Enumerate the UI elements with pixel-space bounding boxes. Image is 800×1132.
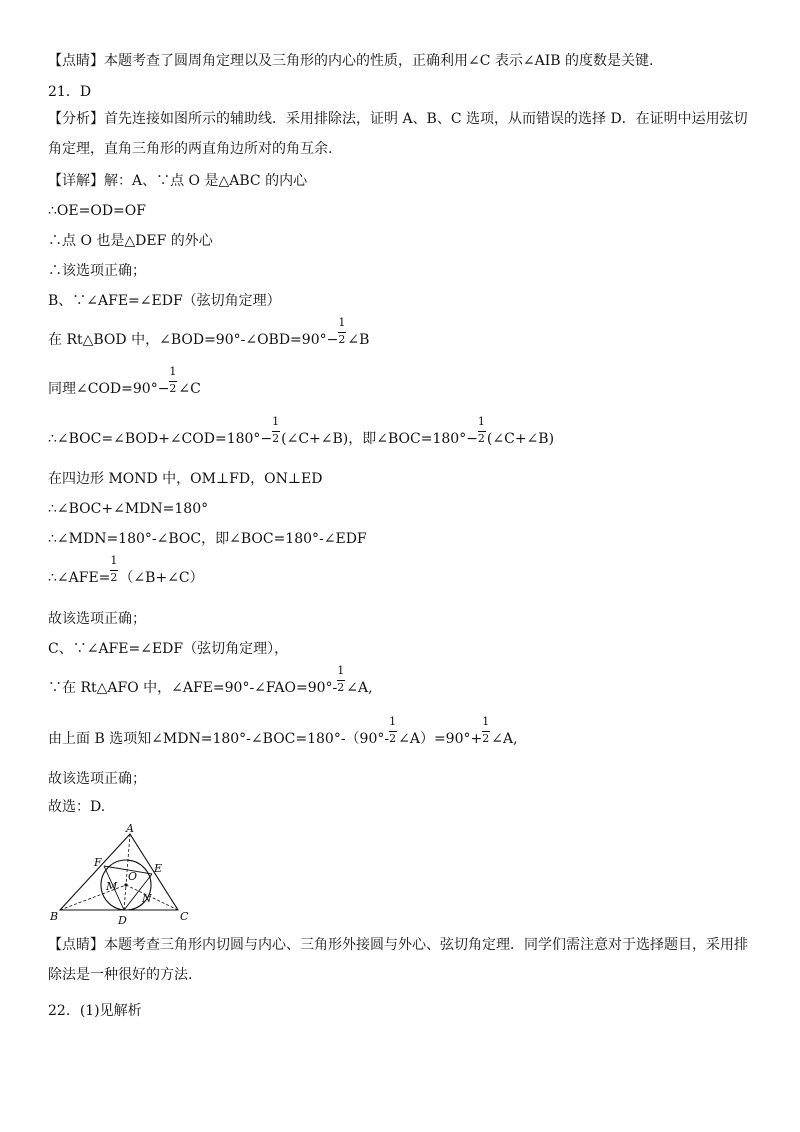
text-line: C、∵∠AFE=∠EDF（弦切角定理）， [48, 641, 289, 657]
label-d: D [118, 914, 127, 926]
label-m: M [106, 880, 118, 893]
label-e: E [154, 862, 163, 875]
text-line: 22．(1)见解析 [48, 1003, 142, 1019]
text-line: 故该选项正确； [48, 611, 146, 627]
center-point [124, 883, 127, 886]
text-line: B、∵∠AFE=∠EDF（弦切角定理） [48, 293, 281, 309]
label-c: C [180, 910, 189, 923]
fraction-half: $\frac{1}{2}$ [337, 664, 345, 694]
text-line: 21．D [48, 84, 92, 100]
label-a: A [126, 822, 134, 835]
text-segment: 同理∠COD=90°− [48, 381, 170, 397]
text-segment: ∠A, [346, 680, 373, 696]
text-line: 【点睛】本题考查了圆周角定理以及三角形的内心的性质，正确利用∠C 表示∠AIB 的度数是关键. [48, 53, 654, 69]
text-paragraph: 【分析】首先连接如图所示的辅助线．采用排除法，证明 A、B、C 选项，从而错误的选择 D．在证明中运用弦切角定理，直角三角形的两直角边所对的角互余. [48, 111, 748, 157]
fraction-half: $\frac{1}{2}$ [110, 554, 118, 584]
text-line: ∴点 O 也是△DEF 的外心 [48, 233, 213, 249]
fraction-half: $\frac{1}{2}$ [389, 715, 397, 745]
text-segment: ∠A, [491, 731, 518, 747]
text-segment: 在 Rt△BOD 中，∠BOD=90°-∠OBD=90°− [48, 332, 339, 348]
text-line: ∴∠BOC+∠MDN=180° [48, 501, 209, 517]
math-line [48, 316, 370, 349]
label-f: F [94, 856, 102, 869]
fraction-half: $\frac{1}{2}$ [169, 365, 177, 395]
math-line [48, 715, 518, 748]
geometry-figure [48, 822, 194, 926]
text-segment: ∴∠AFE= [48, 570, 111, 586]
text-segment: 由上面 B 选项知∠MDN=180°-∠BOC=180°-（90°- [48, 731, 390, 747]
fraction-half: $\frac{1}{2}$ [272, 415, 280, 445]
segment-do [124, 885, 126, 910]
text-line: ∴∠MDN=180°-∠BOC，即∠BOC=180°-∠EDF [48, 531, 367, 547]
math-line [48, 415, 555, 448]
text-segment: ∴∠BOC=∠BOD+∠COD=180°− [48, 431, 273, 447]
label-o: O [128, 870, 138, 883]
text-segment: （∠B+∠C） [119, 570, 204, 586]
text-line: ∴该选项正确； [48, 263, 146, 279]
fraction-half: $\frac{1}{2}$ [477, 415, 485, 445]
label-b: B [50, 910, 59, 923]
text-line: ∴OE=OD=OF [48, 203, 146, 219]
text-line: 故该选项正确； [48, 771, 146, 787]
text-segment: ∵在 Rt△AFO 中，∠AFE=90°-∠FAO=90°- [48, 680, 338, 696]
fraction-half: $\frac{1}{2}$ [482, 715, 490, 745]
math-line [48, 554, 204, 587]
fraction-half: $\frac{1}{2}$ [338, 316, 346, 346]
text-line: 故选：D. [48, 799, 106, 815]
text-line: 在四边形 MOND 中，OM⊥FD，ON⊥ED [48, 471, 323, 487]
text-segment: (∠C+∠B)，即∠BOC=180°− [281, 431, 478, 447]
label-n: N [142, 892, 152, 905]
text-segment: ∠B [347, 332, 370, 348]
text-line: 【详解】解：A、∵点 O 是△ABC 的内心 [48, 173, 308, 189]
text-segment: (∠C+∠B) [486, 431, 555, 447]
text-paragraph: 【点睛】本题考查三角形内切圆与内心、三角形外接圆与外心、弦切角定理．同学们需注意对于选择题目，采用排除法是一种很好的方法. [48, 937, 748, 983]
text-segment: ∠A）=90°+ [398, 731, 483, 747]
text-segment: ∠C [178, 381, 201, 397]
math-line [48, 664, 373, 697]
math-line [48, 365, 201, 398]
